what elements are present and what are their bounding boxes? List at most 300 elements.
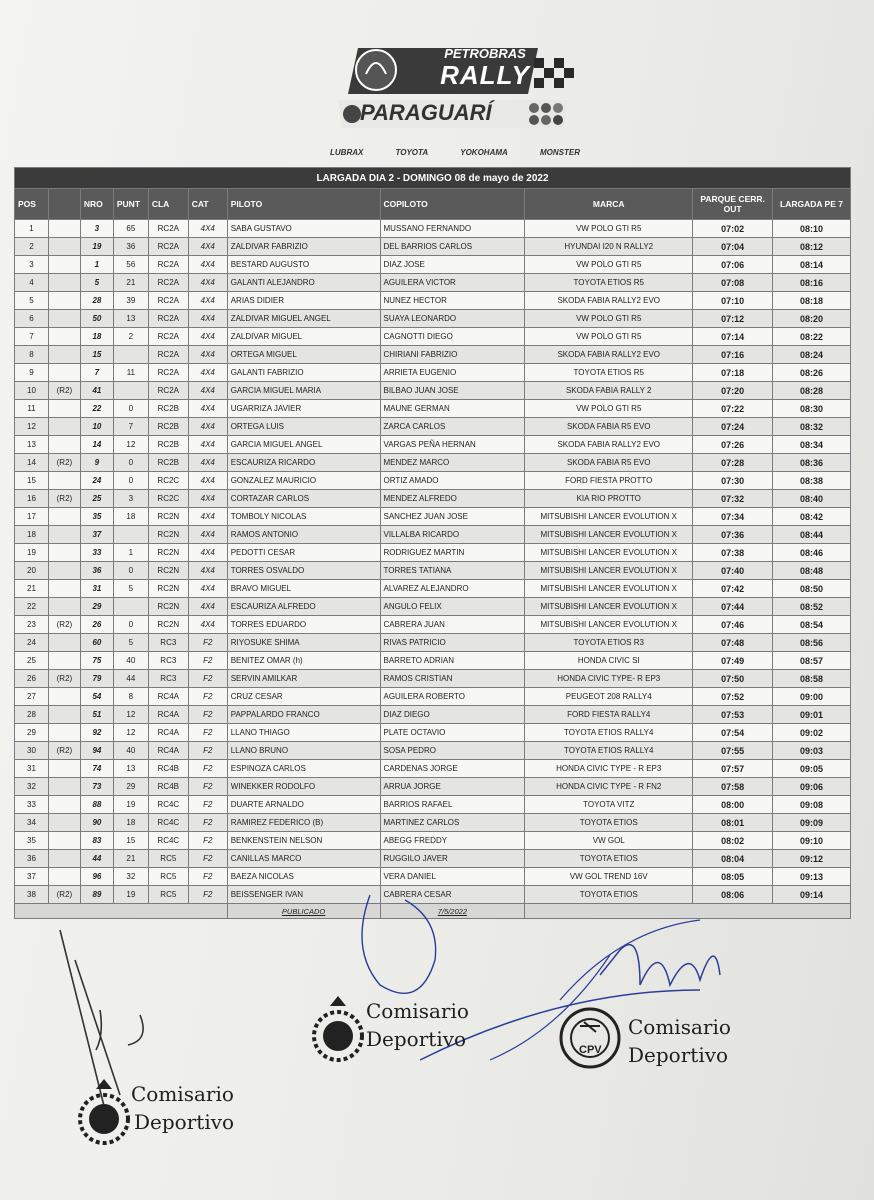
table-cell: GARCIA MIGUEL MARIA — [227, 382, 380, 400]
table-cell: 07:46 — [693, 616, 773, 634]
table-cell: RC2N — [148, 544, 188, 562]
table-cell: 9 — [80, 454, 113, 472]
table-cell: RC2N — [148, 616, 188, 634]
table-cell: 24 — [80, 472, 113, 490]
table-cell: 09:03 — [773, 742, 851, 760]
table-cell: BAEZA NICOLAS — [227, 868, 380, 886]
table-cell — [48, 868, 80, 886]
table-cell: KIA RIO PROTTO — [525, 490, 693, 508]
table-cell: 08:38 — [773, 472, 851, 490]
table-cell: NUNEZ HECTOR — [380, 292, 525, 310]
table-cell: 5 — [113, 634, 148, 652]
table-cell: 08:32 — [773, 418, 851, 436]
published-label: PUBLICADO — [227, 904, 380, 919]
table-cell: RC2B — [148, 400, 188, 418]
comisario-stamp — [310, 992, 510, 1072]
table-cell: 35 — [80, 508, 113, 526]
table-cell: HONDA CIVIC TYPE - R FN2 — [525, 778, 693, 796]
table-cell: DUARTE ARNALDO — [227, 796, 380, 814]
sponsor-row — [330, 148, 580, 157]
table-cell: 08:30 — [773, 400, 851, 418]
table-cell: RC2N — [148, 562, 188, 580]
table-cell: 31 — [15, 760, 49, 778]
table-cell: 35 — [15, 832, 49, 850]
stamp-line1: Comisario — [366, 999, 469, 1023]
comisario-stamp — [76, 1075, 276, 1155]
table-cell: SKODA FABIA R5 EVO — [525, 454, 693, 472]
table-row — [15, 778, 851, 796]
table-cell: 24 — [15, 634, 49, 652]
table-cell: 09:10 — [773, 832, 851, 850]
table-cell: 08:14 — [773, 256, 851, 274]
column-header: MARCA — [525, 189, 693, 220]
table-body — [15, 220, 851, 904]
table-row — [15, 382, 851, 400]
table-row — [15, 832, 851, 850]
table-cell: RC5 — [148, 850, 188, 868]
table-cell: 08:10 — [773, 220, 851, 238]
table-cell: 20 — [15, 562, 49, 580]
table-cell: 44 — [113, 670, 148, 688]
table-cell — [48, 472, 80, 490]
table-cell: CABRERA CESAR — [380, 886, 525, 904]
table-cell — [48, 346, 80, 364]
table-cell: 8 — [113, 688, 148, 706]
table-cell: 07:14 — [693, 328, 773, 346]
table-cell: SKODA FABIA RALLY2 EVO — [525, 346, 693, 364]
table-cell: WINEKKER RODOLFO — [227, 778, 380, 796]
table-cell: 26 — [15, 670, 49, 688]
table-cell: 2 — [113, 328, 148, 346]
table-cell: 08:52 — [773, 598, 851, 616]
table-cell: SOSA PEDRO — [380, 742, 525, 760]
table-cell: F2 — [188, 796, 227, 814]
table-cell: 4X4 — [188, 616, 227, 634]
table-cell: 07:34 — [693, 508, 773, 526]
table-cell: 18 — [80, 328, 113, 346]
table-cell: 30 — [15, 742, 49, 760]
table-cell: 3 — [113, 490, 148, 508]
table-cell: BESTARD AUGUSTO — [227, 256, 380, 274]
table-cell: SKODA FABIA RALLY 2 — [525, 382, 693, 400]
published-date: 7/5/2022 — [380, 904, 525, 919]
table-cell: GARCIA MIGUEL ANGEL — [227, 436, 380, 454]
table-cell: 07:44 — [693, 598, 773, 616]
table-cell: (R2) — [48, 616, 80, 634]
table-cell: 13 — [15, 436, 49, 454]
table-cell: ORTEGA MIGUEL — [227, 346, 380, 364]
table-cell — [48, 310, 80, 328]
table-row — [15, 292, 851, 310]
table-row — [15, 652, 851, 670]
table-cell: MAUNE GERMAN — [380, 400, 525, 418]
sponsor-logo: MONSTER — [539, 148, 580, 157]
table-cell: 08:18 — [773, 292, 851, 310]
rally-logo — [330, 40, 580, 165]
table-cell: 29 — [113, 778, 148, 796]
table-cell: SUAYA LEONARDO — [380, 310, 525, 328]
table-row — [15, 508, 851, 526]
column-header — [48, 189, 80, 220]
table-cell — [48, 436, 80, 454]
table-cell: PAPPALARDO FRANCO — [227, 706, 380, 724]
column-header: POS — [15, 189, 49, 220]
table-cell: CRUZ CESAR — [227, 688, 380, 706]
table-cell: 56 — [113, 256, 148, 274]
table-cell: 08:58 — [773, 670, 851, 688]
table-row — [15, 238, 851, 256]
stamp-line1: Comisario — [628, 1015, 731, 1039]
table-cell: 09:14 — [773, 886, 851, 904]
table-cell: 37 — [15, 868, 49, 886]
table-cell: 54 — [80, 688, 113, 706]
table-cell: (R2) — [48, 670, 80, 688]
table-cell: (R2) — [48, 490, 80, 508]
table-cell: 07:54 — [693, 724, 773, 742]
table-cell: SKODA FABIA RALLY2 EVO — [525, 292, 693, 310]
table-cell: CANILLAS MARCO — [227, 850, 380, 868]
table-cell: HONDA CIVIC TYPE- R EP3 — [525, 670, 693, 688]
table-cell: DIAZ DIEGO — [380, 706, 525, 724]
table-cell: 4X4 — [188, 526, 227, 544]
table-cell: VW GOL — [525, 832, 693, 850]
table-cell — [48, 688, 80, 706]
table-cell: 25 — [15, 652, 49, 670]
table-cell: 07:16 — [693, 346, 773, 364]
table-cell: 1 — [80, 256, 113, 274]
table-cell: 09:05 — [773, 760, 851, 778]
table-cell: 07:04 — [693, 238, 773, 256]
table-cell — [48, 832, 80, 850]
table-cell: AGUILERA ROBERTO — [380, 688, 525, 706]
table-cell: RC2A — [148, 274, 188, 292]
table-row — [15, 616, 851, 634]
table-cell: RC4A — [148, 688, 188, 706]
table-cell: TORRES OSVALDO — [227, 562, 380, 580]
table-row — [15, 724, 851, 742]
table-cell: LLANO BRUNO — [227, 742, 380, 760]
table-cell: RC3 — [148, 670, 188, 688]
table-cell: 4X4 — [188, 400, 227, 418]
table-cell: F2 — [188, 868, 227, 886]
table-cell: 36 — [113, 238, 148, 256]
table-cell — [48, 634, 80, 652]
table-cell: VERA DANIEL — [380, 868, 525, 886]
table-cell: 4X4 — [188, 544, 227, 562]
table-cell: VARGAS PEÑA HERNAN — [380, 436, 525, 454]
table-cell: F2 — [188, 886, 227, 904]
table-cell: 4X4 — [188, 454, 227, 472]
table-cell: 07:30 — [693, 472, 773, 490]
table-cell: ORTIZ AMADO — [380, 472, 525, 490]
table-cell — [48, 796, 80, 814]
table-cell: ZALDIVAR FABRIZIO — [227, 238, 380, 256]
table-cell: GALANTI ALEJANDRO — [227, 274, 380, 292]
table-cell — [48, 724, 80, 742]
table-cell: 21 — [15, 580, 49, 598]
table-row — [15, 490, 851, 508]
table-row — [15, 328, 851, 346]
table-cell: 08:00 — [693, 796, 773, 814]
table-cell: TOMBOLY NICOLAS — [227, 508, 380, 526]
table-cell: GALANTI FABRIZIO — [227, 364, 380, 382]
table-cell: 73 — [80, 778, 113, 796]
table-cell: CAGNOTTI DIEGO — [380, 328, 525, 346]
table-cell: TOYOTA ETIOS — [525, 886, 693, 904]
table-cell: 1 — [113, 544, 148, 562]
table-cell — [48, 706, 80, 724]
table-cell: 07:24 — [693, 418, 773, 436]
table-cell: RAMIREZ FEDERICO (B) — [227, 814, 380, 832]
table-row — [15, 688, 851, 706]
table-cell: F2 — [188, 814, 227, 832]
table-cell: F2 — [188, 706, 227, 724]
table-cell: 11 — [15, 400, 49, 418]
table-cell: 32 — [15, 778, 49, 796]
table-cell: RC5 — [148, 868, 188, 886]
table-cell: 9 — [15, 364, 49, 382]
table-cell: RC3 — [148, 634, 188, 652]
table-cell: RC3 — [148, 652, 188, 670]
table-row — [15, 544, 851, 562]
table-cell: 7 — [113, 418, 148, 436]
table-cell: 88 — [80, 796, 113, 814]
table-row — [15, 256, 851, 274]
table-cell: 22 — [80, 400, 113, 418]
table-cell: RC4A — [148, 724, 188, 742]
table-row — [15, 742, 851, 760]
table-cell: 75 — [80, 652, 113, 670]
table-cell — [113, 382, 148, 400]
table-row — [15, 310, 851, 328]
table-cell: 4X4 — [188, 472, 227, 490]
table-cell: 29 — [80, 598, 113, 616]
table-cell: 19 — [15, 544, 49, 562]
table-cell: ESCAURIZA ALFREDO — [227, 598, 380, 616]
table-cell: MITSUBISHI LANCER EVOLUTION X — [525, 508, 693, 526]
table-cell: BILBAO JUAN JOSE — [380, 382, 525, 400]
table-cell: SKODA FABIA R5 EVO — [525, 418, 693, 436]
table-cell: 08:54 — [773, 616, 851, 634]
table-cell: 07:48 — [693, 634, 773, 652]
table-cell: 08:01 — [693, 814, 773, 832]
table-cell — [48, 328, 80, 346]
table-row — [15, 706, 851, 724]
table-cell: 29 — [15, 724, 49, 742]
table-cell: MITSUBISHI LANCER EVOLUTION X — [525, 616, 693, 634]
table-cell — [48, 274, 80, 292]
table-cell: 36 — [15, 850, 49, 868]
cpv-seal-icon — [558, 1006, 622, 1070]
table-cell: RC2A — [148, 220, 188, 238]
table-cell: ESCAURIZA RICARDO — [227, 454, 380, 472]
table-row — [15, 220, 851, 238]
table-row — [15, 868, 851, 886]
table-cell: 26 — [80, 616, 113, 634]
table-cell: 07:50 — [693, 670, 773, 688]
table-cell: 4X4 — [188, 256, 227, 274]
table-cell: RC2N — [148, 508, 188, 526]
table-cell: TOYOTA ETIOS R5 — [525, 364, 693, 382]
table-cell: 0 — [113, 616, 148, 634]
table-cell: 10 — [15, 382, 49, 400]
table-cell: 07:06 — [693, 256, 773, 274]
stamp-line2: Deportivo — [628, 1043, 729, 1067]
table-cell: 4X4 — [188, 508, 227, 526]
table-cell: RIYOSUKE SHIMA — [227, 634, 380, 652]
table-cell: 07:38 — [693, 544, 773, 562]
table-cell: RC4C — [148, 796, 188, 814]
table-cell: 4X4 — [188, 598, 227, 616]
table-cell: 07:40 — [693, 562, 773, 580]
table-cell: 08:44 — [773, 526, 851, 544]
table-cell: 37 — [80, 526, 113, 544]
table-cell: ZALDIVAR MIGUEL ANGEL — [227, 310, 380, 328]
table-cell: 12 — [113, 724, 148, 742]
table-cell: 4X4 — [188, 562, 227, 580]
comisario-stamp — [558, 1006, 758, 1086]
table-row — [15, 562, 851, 580]
table-cell: RC2N — [148, 526, 188, 544]
table-cell: GONZALEZ MAURICIO — [227, 472, 380, 490]
column-header: NRO — [80, 189, 113, 220]
table-cell: 11 — [113, 364, 148, 382]
table-cell: 13 — [113, 760, 148, 778]
table-cell: 07:10 — [693, 292, 773, 310]
table-cell: F2 — [188, 742, 227, 760]
table-cell: F2 — [188, 670, 227, 688]
table-cell: RC2A — [148, 292, 188, 310]
table-cell: VW POLO GTI R5 — [525, 328, 693, 346]
table-cell — [48, 814, 80, 832]
table-cell — [48, 850, 80, 868]
table-cell: 40 — [113, 652, 148, 670]
table-row — [15, 274, 851, 292]
table-cell: 07:36 — [693, 526, 773, 544]
table-cell: 6 — [15, 310, 49, 328]
table-cell — [48, 508, 80, 526]
table-cell: 28 — [80, 292, 113, 310]
seal-text: CPV — [579, 1044, 602, 1056]
table-cell: 3 — [15, 256, 49, 274]
table-cell: 14 — [15, 454, 49, 472]
table-cell — [48, 418, 80, 436]
table-cell: MITSUBISHI LANCER EVOLUTION X — [525, 526, 693, 544]
table-cell: 4X4 — [188, 436, 227, 454]
table-cell: BARRIOS RAFAEL — [380, 796, 525, 814]
brand-top-text: PETROBRAS — [444, 46, 526, 61]
table-cell: 51 — [80, 706, 113, 724]
table-cell: 74 — [80, 760, 113, 778]
table-cell: 10 — [80, 418, 113, 436]
table-cell: RC4C — [148, 832, 188, 850]
table-cell: 0 — [113, 454, 148, 472]
table-cell: ZARCA CARLOS — [380, 418, 525, 436]
table-cell: MARTINEZ CARLOS — [380, 814, 525, 832]
table-cell: 07:58 — [693, 778, 773, 796]
table-cell: 4 — [15, 274, 49, 292]
table-footer — [15, 904, 851, 919]
table-cell: 94 — [80, 742, 113, 760]
table-cell: 08:04 — [693, 850, 773, 868]
table-cell: 07:52 — [693, 688, 773, 706]
table-cell: CORTAZAR CARLOS — [227, 490, 380, 508]
table-row — [15, 850, 851, 868]
table-cell: 83 — [80, 832, 113, 850]
column-header: PUNT — [113, 189, 148, 220]
table-cell: F2 — [188, 850, 227, 868]
table-cell: 33 — [15, 796, 49, 814]
table-cell: 34 — [15, 814, 49, 832]
table-cell: 08:40 — [773, 490, 851, 508]
table-cell — [48, 544, 80, 562]
table-cell: 31 — [80, 580, 113, 598]
table-cell: RC2A — [148, 256, 188, 274]
table-cell: RIVAS PATRICIO — [380, 634, 525, 652]
table-cell: 4X4 — [188, 364, 227, 382]
table-cell: (R2) — [48, 454, 80, 472]
table-cell: 60 — [80, 634, 113, 652]
table-cell: TOYOTA ETIOS R5 — [525, 274, 693, 292]
table-cell: 08:48 — [773, 562, 851, 580]
table-cell: F2 — [188, 778, 227, 796]
table-cell: VW POLO GTI R5 — [525, 400, 693, 418]
table-cell: 17 — [15, 508, 49, 526]
table-cell: 12 — [15, 418, 49, 436]
table-cell: 12 — [113, 706, 148, 724]
table-cell: 90 — [80, 814, 113, 832]
table-cell: ARRIETA EUGENIO — [380, 364, 525, 382]
table-cell: 08:22 — [773, 328, 851, 346]
table-cell: RC2A — [148, 364, 188, 382]
table-cell: MITSUBISHI LANCER EVOLUTION X — [525, 562, 693, 580]
table-cell — [48, 598, 80, 616]
table-cell — [48, 400, 80, 418]
table-cell: RC2A — [148, 238, 188, 256]
table-cell: ALVAREZ ALEJANDRO — [380, 580, 525, 598]
column-header: PILOTO — [227, 189, 380, 220]
table-cell — [48, 220, 80, 238]
table-cell: 09:12 — [773, 850, 851, 868]
table-cell: 28 — [15, 706, 49, 724]
table-cell: 0 — [113, 472, 148, 490]
table-row — [15, 346, 851, 364]
table-cell: TOYOTA ETIOS — [525, 814, 693, 832]
table-cell: 33 — [80, 544, 113, 562]
table-cell: 5 — [15, 292, 49, 310]
table-cell: 44 — [80, 850, 113, 868]
table-cell: (R2) — [48, 886, 80, 904]
table-cell: SKODA FABIA RALLY2 EVO — [525, 436, 693, 454]
table-cell: MENDEZ ALFREDO — [380, 490, 525, 508]
table-cell: RC5 — [148, 886, 188, 904]
table-cell: RODRIGUEZ MARTIN — [380, 544, 525, 562]
table-cell: 4X4 — [188, 328, 227, 346]
table-cell: 4X4 — [188, 382, 227, 400]
table-cell: ARIAS DIDIER — [227, 292, 380, 310]
table-cell: 14 — [80, 436, 113, 454]
table-cell — [113, 598, 148, 616]
table-cell: 23 — [15, 616, 49, 634]
table-cell — [48, 238, 80, 256]
table-cell: 50 — [80, 310, 113, 328]
table-cell: RC4C — [148, 814, 188, 832]
table-cell — [48, 364, 80, 382]
table-cell: BENITEZ OMAR (h) — [227, 652, 380, 670]
table-row — [15, 760, 851, 778]
table-cell: 36 — [80, 562, 113, 580]
brand-city-text: PARAGUARÍ — [360, 100, 492, 125]
